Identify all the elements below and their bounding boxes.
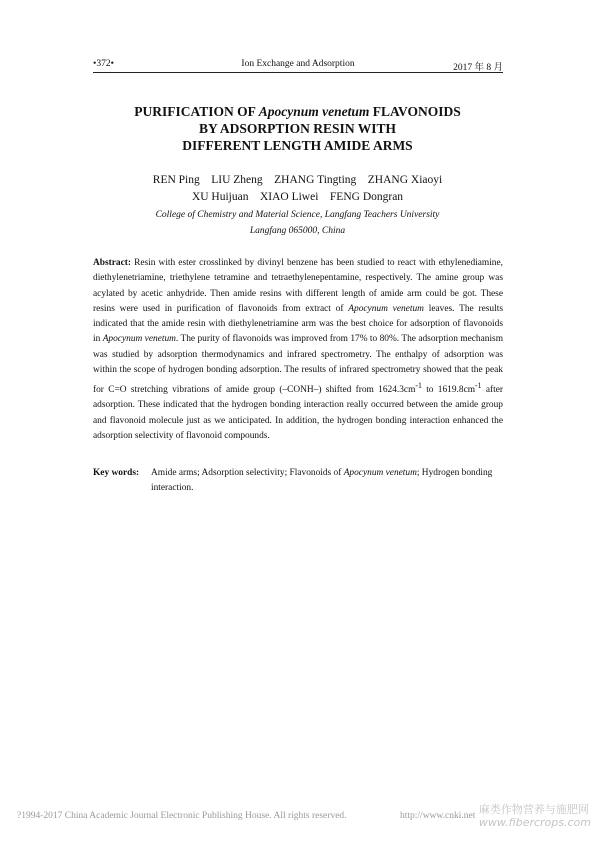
issue-date: 2017 年 8 月 xyxy=(453,63,503,73)
copyright-text: ?1994-2017 China Academic Journal Electronic Publishing House. All rights reserved. xyxy=(17,811,347,821)
title-line-2: BY ADSORPTION RESIN WITH xyxy=(199,121,396,136)
watermark-line-2: www.fibercrops.com xyxy=(478,816,591,829)
keywords-label: Key words: xyxy=(93,468,140,478)
author-list xyxy=(60,172,535,206)
journal-name: Ion Exchange and Adsorption xyxy=(241,59,355,69)
authors-line-1: REN Ping LIU Zheng ZHANG Tingting ZHANG Xiaoyi xyxy=(152,174,443,186)
site-watermark xyxy=(479,803,591,829)
title-line-3: DIFFERENT LENGTH AMIDE ARMS xyxy=(182,138,413,153)
running-header xyxy=(93,59,503,73)
abstract: Abstract: Resin with ester crosslinked by divinyl benzene has been studied to react with ethylenediamine, diethylenetriamine, triethylene tetramine and tetraethylenepentamine, respectively. The amine group was acylated by acetic anhydride. Then amide resins with different length of amide arm could be got. These resins were used in purification of flavonoids from extract of Apocynum venetum leaves. The results indicated that the amide resin with diethylenetriamine arm was the best choice for adsorption of flavonoids in Apocynum venetum. The purity of flavonoids was improved from 17% to 80%. The adsorption mechanism was studied by adsorption thermodynamics and infrared spectrometry. The enthalpy of adsorption was within the scope of hydrogen bonding adsorption. The results of infrared spectrometry showed that the peak for C=O stretching vibrations of amide group (–CONH–) shifted from $1624.3cm^{-1}$ to $1619.8cm^{-1}$ after adsorption. These indicated that the hydrogen bonding interaction really occurred between the amide group and flavonoid molecule just as we anticipated. In addition, the hydrogen bonding interaction enhanced the adsorption selectivity of flavonoid compounds. xyxy=(93,258,504,441)
abstract-label: Abstract: xyxy=(93,258,132,268)
affiliation-line-1: College of Chemistry and Material Science, Langfang Teachers University xyxy=(155,210,440,220)
footer-url[interactable]: http://www.cnki.net xyxy=(400,811,476,821)
header-rule xyxy=(93,72,503,73)
affiliation xyxy=(60,207,535,239)
paper-title xyxy=(60,103,535,154)
title-line-1: PURIFICATION OF Apocynum venetum FLAVONOIDS xyxy=(134,104,461,119)
watermark-line-1: 麻类作物营养与施肥网 xyxy=(478,803,589,816)
affiliation-line-2: Langfang 065000, China xyxy=(249,226,346,236)
title-species: Apocynum venetum xyxy=(258,104,370,119)
keywords-text: Amide arms; Adsorption selectivity; Flavonoids of Apocynum venetum; Hydrogen bonding interaction. xyxy=(151,468,493,494)
keywords xyxy=(93,466,503,497)
page-number: •372• xyxy=(93,59,114,69)
authors-line-2: XU Huijuan XIAO Liwei FENG Dongran xyxy=(191,191,404,203)
